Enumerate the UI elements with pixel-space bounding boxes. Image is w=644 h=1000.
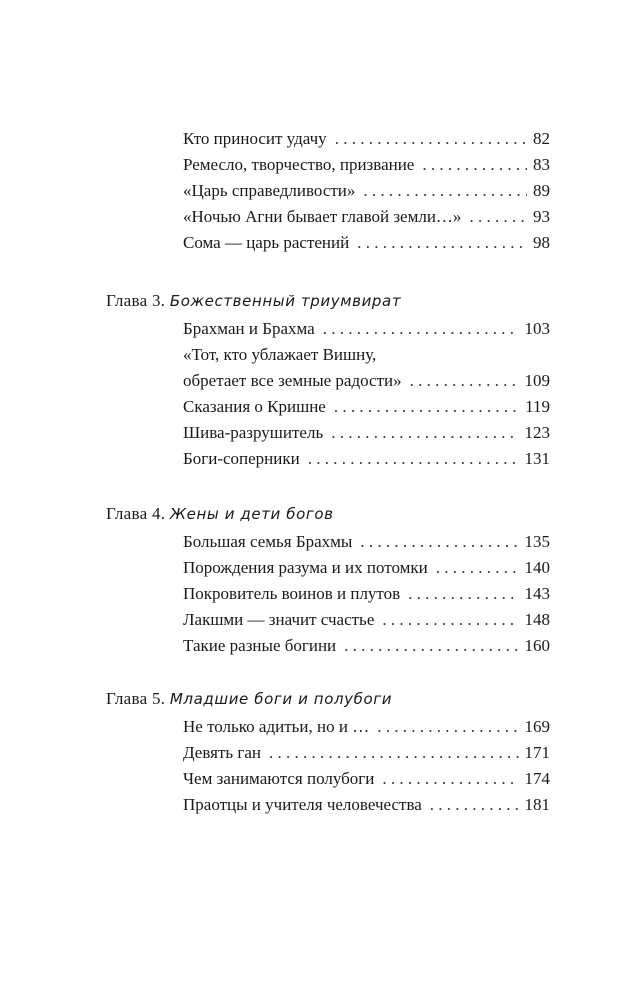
entry-page: 83 [533,155,550,174]
entry-page: 143 [524,584,550,603]
leader-dots [344,635,518,657]
entry-page: 119 [525,397,550,416]
entry-title: «Царь справедливости» [183,181,356,200]
chapter-5-heading[interactable] [106,688,392,710]
chapter-4-heading[interactable] [106,503,334,525]
entry-page: 140 [524,558,550,577]
chapter-title: Жены и дети богов [169,505,334,523]
toc-entry[interactable] [183,794,550,816]
toc-entry[interactable] [183,716,550,738]
entry-title: Сома — царь растений [183,233,350,252]
leader-dots [382,609,518,631]
toc-entry[interactable] [183,154,550,176]
leader-dots [360,531,518,553]
entry-title: Боги-соперники [183,449,300,468]
entry-title: Брахман и Брахма [183,319,315,338]
chapter-3-heading[interactable] [106,290,401,312]
toc-entry[interactable] [183,318,550,340]
toc-entry[interactable] [183,232,550,254]
toc-entry[interactable] [183,635,550,657]
entry-title: Ремесло, творчество, призвание [183,155,415,174]
leader-dots [410,370,519,392]
entry-title-line1: «Тот, кто ублажает Вишну, [183,345,377,364]
toc-entry[interactable] [183,583,550,605]
entry-page: 131 [524,449,550,468]
toc-entry[interactable] [183,768,550,790]
leader-dots [331,422,518,444]
toc-entry[interactable] [183,422,550,444]
leader-dots [357,232,527,254]
entry-title: Сказания о Кришне [183,397,326,416]
entry-page: 82 [533,129,550,148]
entry-page: 109 [524,371,550,390]
entry-page: 181 [524,795,550,814]
toc-entry[interactable] [183,206,550,228]
entry-title: Праотцы и учителя человечества [183,795,422,814]
leader-dots [323,318,519,340]
leader-dots [408,583,518,605]
leader-dots [269,742,518,764]
entry-title: Лакшми — значит счастье [183,610,375,629]
toc-entry[interactable] [183,128,550,150]
entry-title: обретает все земные радости» [183,371,402,390]
leader-dots [334,396,519,418]
entry-title: Шива-разрушитель [183,423,324,442]
entry-page: 160 [524,636,550,655]
toc-entry[interactable] [183,742,550,764]
entry-page: 169 [524,717,550,736]
toc-entry[interactable] [183,609,550,631]
toc-entry[interactable] [183,448,550,470]
toc-entry[interactable] [183,557,550,579]
entry-page: 93 [533,207,550,226]
entry-title: Девять ган [183,743,262,762]
entry-page: 171 [524,743,550,762]
entry-page: 148 [524,610,550,629]
toc-entry[interactable] [183,531,550,553]
leader-dots [308,448,519,470]
entry-page: 174 [524,769,550,788]
entry-title: Не только адитьи, но и … [183,717,370,736]
entry-title: Порождения разума и их потомки [183,558,428,577]
leader-dots [469,206,527,228]
entry-page: 123 [524,423,550,442]
chapter-label: Глава 5. [106,689,166,708]
entry-page: 103 [524,319,550,338]
entry-title: Такие разные богини [183,636,337,655]
chapter-label: Глава 4. [106,504,166,523]
toc-entry[interactable] [183,370,550,392]
leader-dots [430,794,519,816]
leader-dots [436,557,519,579]
entry-page: 135 [524,532,550,551]
entry-title: Кто приносит удачу [183,129,327,148]
entry-title: Большая семья Брахмы [183,532,353,551]
entry-page: 89 [533,181,550,200]
chapter-title: Младшие боги и полубоги [169,690,393,708]
entry-title: Покровитель воинов и плутов [183,584,401,603]
leader-dots [335,128,527,150]
toc-entry[interactable] [183,396,550,418]
leader-dots [363,180,527,202]
leader-dots [382,768,518,790]
entry-page: 98 [533,233,550,252]
leader-dots [422,154,527,176]
entry-title: «Ночью Агни бывает главой земли…» [183,207,462,226]
toc-entry[interactable] [183,180,550,202]
entry-title: Чем занимаются полубоги [183,769,375,788]
leader-dots [377,716,518,738]
chapter-title: Божественный триумвират [169,292,402,310]
chapter-label: Глава 3. [106,291,166,310]
